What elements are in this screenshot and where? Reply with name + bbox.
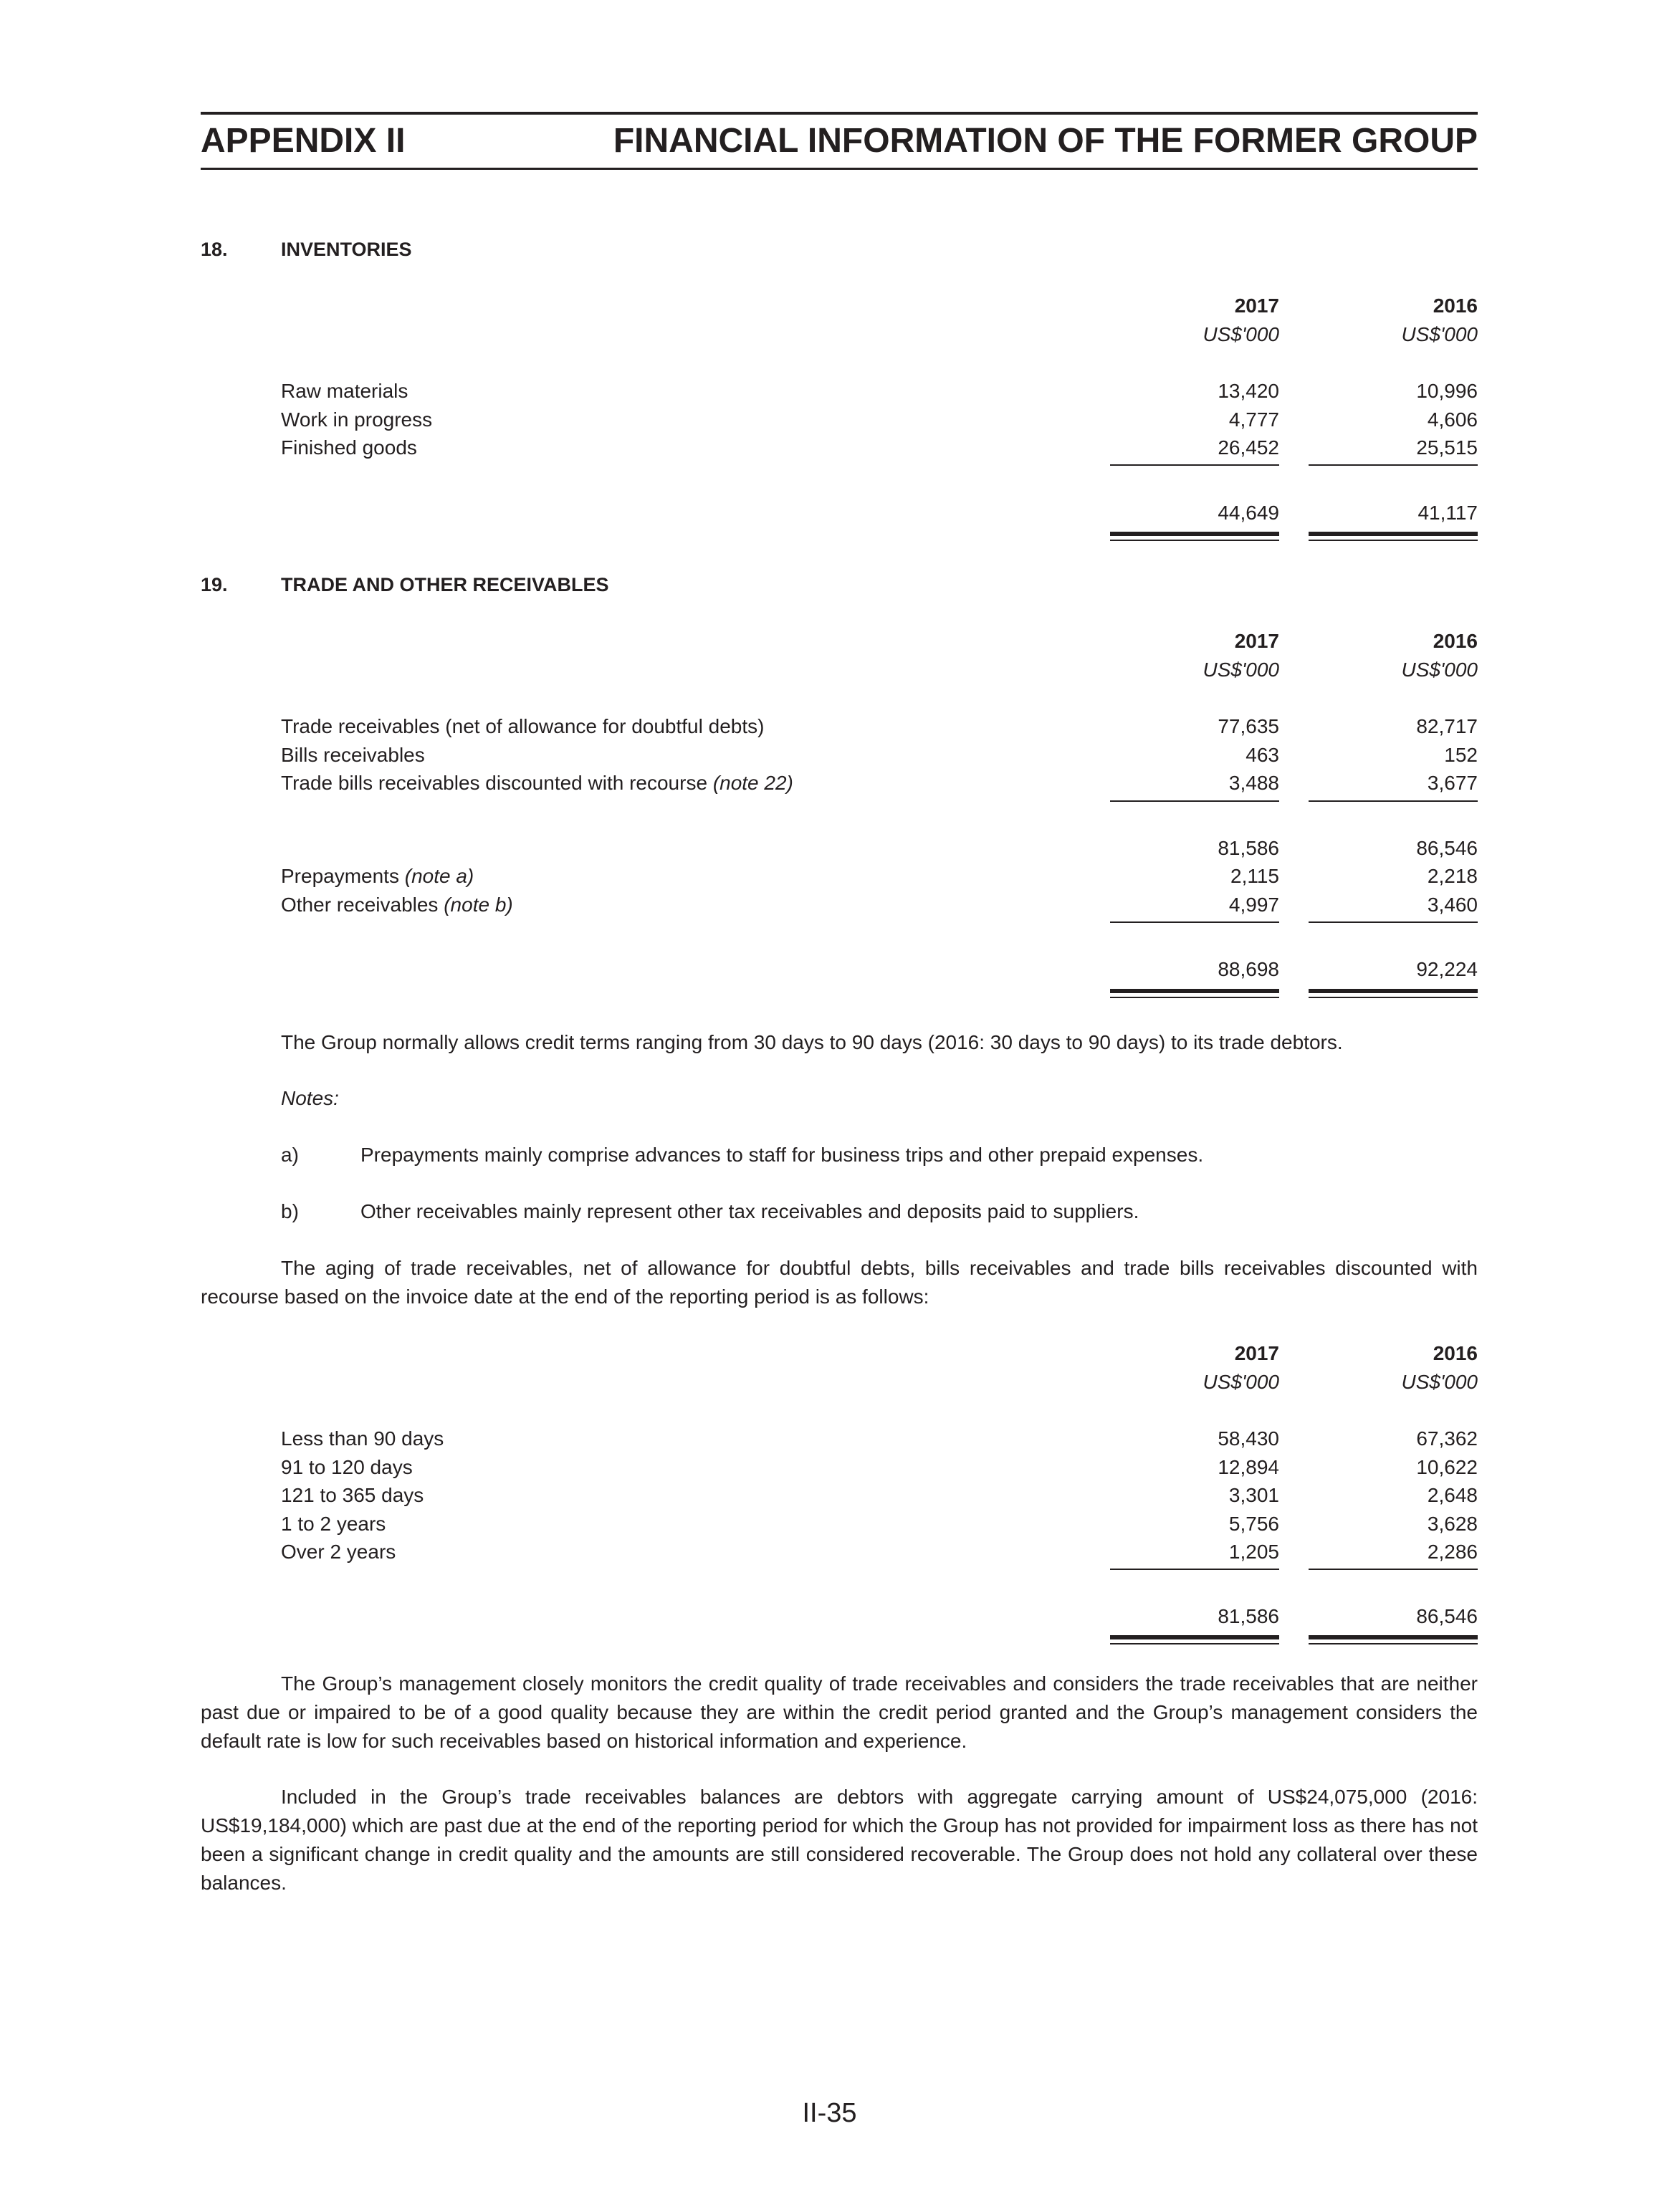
receivable-subtotal-2016: 86,546: [1416, 837, 1478, 859]
note-marker: a): [281, 1144, 299, 1166]
receivable-row-2016: 2,218: [1427, 865, 1478, 887]
inventory-row-2017: 13,420: [1218, 380, 1279, 402]
receivable-row-2017: 463: [1246, 744, 1279, 766]
receivable-row-2016: 152: [1444, 744, 1478, 766]
section-19-title: TRADE AND OTHER RECEIVABLES: [281, 574, 609, 595]
subtotal-rule: [1110, 800, 1279, 802]
subtotal-rule: [1110, 1569, 1279, 1570]
subtotal-rule: [1110, 921, 1279, 923]
aging-row-2016: 67,362: [1416, 1427, 1478, 1450]
aging-row-2017: 58,430: [1218, 1427, 1279, 1450]
column-unit-2016: US$'000: [1401, 1371, 1478, 1393]
receivable-subtotal-2017: 81,586: [1218, 837, 1279, 859]
inventory-row-label: Raw materials: [281, 380, 408, 402]
notes-heading: Notes:: [281, 1087, 339, 1109]
aging-row-label: Over 2 years: [281, 1541, 396, 1563]
receivable-total-2017: 88,698: [1218, 958, 1279, 980]
section-18-number: 18.: [201, 239, 228, 260]
aging-row-label: 1 to 2 years: [281, 1513, 386, 1535]
past-due-paragraph: Included in the Group’s trade receivables balances are debtors with aggregate carrying amount of US$24,075,000 (2016: US$19,184,000) which are past due at the end of the reporting period for which the Group has not provided for impairment loss as there has not been a significant change in credit quality and the amounts are still considered recoverable. The Group does not hold any collateral over these balances.: [201, 1786, 1478, 1894]
column-unit-2016: US$'000: [1401, 659, 1478, 681]
aging-row-2016: 10,622: [1416, 1456, 1478, 1478]
receivable-row-label: Bills receivables: [281, 744, 425, 766]
aging-row-2016: 2,286: [1427, 1541, 1478, 1563]
column-year-2016: 2016: [1433, 295, 1478, 317]
receivable-row-2016: 82,717: [1416, 715, 1478, 737]
total-double-rule: [1309, 532, 1478, 542]
receivable-total-2016: 92,224: [1416, 958, 1478, 980]
column-year-2017: 2017: [1234, 1342, 1279, 1364]
aging-row-label: 121 to 365 days: [281, 1484, 424, 1506]
aging-row-label: Less than 90 days: [281, 1427, 444, 1450]
total-double-rule: [1110, 1635, 1279, 1645]
column-unit-2017: US$'000: [1203, 1371, 1279, 1393]
total-double-rule: [1110, 532, 1279, 542]
aging-row-2017: 3,301: [1228, 1484, 1279, 1506]
header-top-rule: [201, 112, 1478, 115]
receivable-row-label: Trade bills receivables discounted with recourse (note 22): [281, 772, 793, 794]
subtotal-rule: [1309, 1569, 1478, 1570]
column-unit-2017: US$'000: [1203, 659, 1279, 681]
header-title: FINANCIAL INFORMATION OF THE FORMER GROUP: [613, 122, 1478, 160]
subtotal-rule: [1110, 464, 1279, 466]
receivable-row-label: Prepayments (note a): [281, 865, 474, 887]
aging-row-label: 91 to 120 days: [281, 1456, 413, 1478]
header-bottom-rule: [201, 168, 1478, 170]
column-year-2016: 2016: [1433, 630, 1478, 652]
aging-row-2016: 3,628: [1427, 1513, 1478, 1535]
inventory-row-2017: 4,777: [1228, 408, 1279, 431]
column-year-2017: 2017: [1234, 295, 1279, 317]
receivable-row-2017: 4,997: [1228, 894, 1279, 916]
section-19-number: 19.: [201, 574, 228, 595]
note-text: Other receivables mainly represent other tax receivables and deposits paid to suppliers.: [360, 1200, 1139, 1222]
appendix-label: APPENDIX II: [201, 122, 406, 160]
inventory-row-label: Work in progress: [281, 408, 433, 431]
section-18-title: INVENTORIES: [281, 239, 412, 260]
credit-quality-paragraph: The Group’s management closely monitors the credit quality of trade receivables and considers the trade receivables that are neither past due or impaired to be of a good quality because they are within the credit period granted and the Group’s management considers the default rate is low for such receivables based on historical information and experience.: [201, 1672, 1478, 1752]
column-unit-2016: US$'000: [1401, 323, 1478, 345]
aging-total-2017: 81,586: [1218, 1605, 1279, 1627]
inventory-row-2016: 25,515: [1416, 436, 1478, 459]
column-unit-2017: US$'000: [1203, 323, 1279, 345]
credit-terms-text: The Group normally allows credit terms ranging from 30 days to 90 days (2016: 30 days to 90 days) to its trade debtors.: [281, 1031, 1343, 1053]
aging-row-2016: 2,648: [1427, 1484, 1478, 1506]
receivable-row-2017: 2,115: [1230, 865, 1279, 887]
inventory-row-2017: 26,452: [1218, 436, 1279, 459]
inventory-row-2016: 10,996: [1416, 380, 1478, 402]
receivable-row-2017: 3,488: [1228, 772, 1279, 794]
note-text: Prepayments mainly comprise advances to staff for business trips and other prepaid expenses.: [360, 1144, 1204, 1166]
subtotal-rule: [1309, 921, 1478, 923]
column-year-2016: 2016: [1433, 1342, 1478, 1364]
aging-row-2017: 12,894: [1218, 1456, 1279, 1478]
column-year-2017: 2017: [1234, 630, 1279, 652]
inventory-total-2016: 41,117: [1417, 502, 1478, 524]
receivable-row-label: Other receivables (note b): [281, 894, 513, 916]
total-double-rule: [1110, 989, 1279, 999]
aging-intro-paragraph: The aging of trade receivables, net of allowance for doubtful debts, bills receivables and trade bills receivables discounted with recourse based on the invoice date at the end of the reporting period is as follows:: [201, 1257, 1478, 1308]
inventory-row-label: Finished goods: [281, 436, 417, 459]
inventory-row-2016: 4,606: [1427, 408, 1478, 431]
aging-row-2017: 1,205: [1228, 1541, 1279, 1563]
receivable-row-label: Trade receivables (net of allowance for doubtful debts): [281, 715, 765, 737]
inventory-total-2017: 44,649: [1218, 502, 1279, 524]
subtotal-rule: [1309, 464, 1478, 466]
total-double-rule: [1309, 1635, 1478, 1645]
page-number: II-35: [802, 2098, 857, 2128]
total-double-rule: [1309, 989, 1478, 999]
receivable-row-2017: 77,635: [1218, 715, 1279, 737]
aging-total-2016: 86,546: [1416, 1605, 1478, 1627]
note-marker: b): [281, 1200, 299, 1222]
aging-row-2017: 5,756: [1228, 1513, 1279, 1535]
receivable-row-2016: 3,460: [1427, 894, 1478, 916]
receivable-row-2016: 3,677: [1427, 772, 1478, 794]
subtotal-rule: [1309, 800, 1478, 802]
